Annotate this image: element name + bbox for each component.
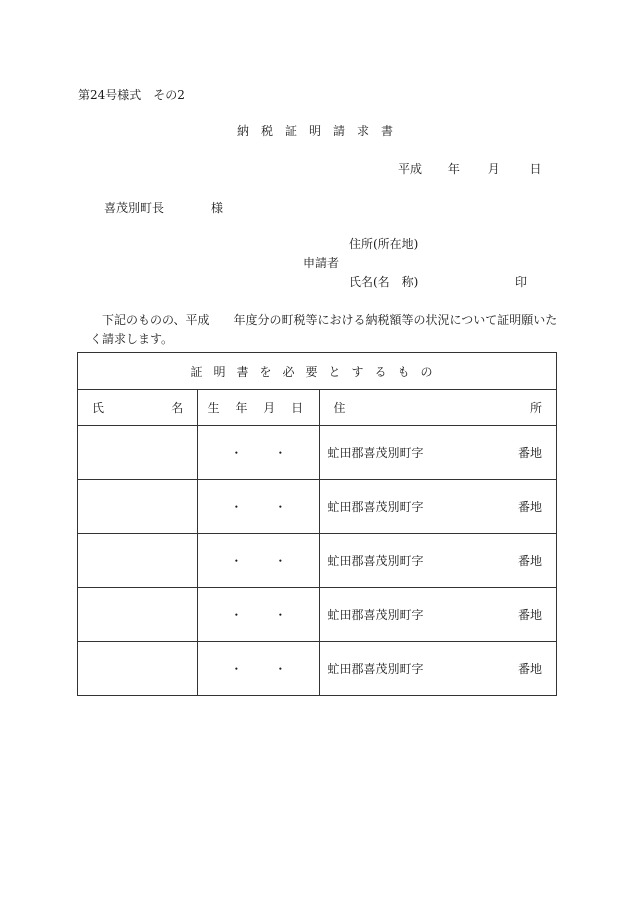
header-dob: 生 年 月 日 — [198, 390, 319, 426]
address-suffix: 番地 — [517, 554, 542, 568]
dob-separator: ・ — [274, 608, 287, 622]
dob-cell[interactable] — [198, 642, 319, 696]
header-address — [319, 390, 557, 426]
dob-separator: ・ — [230, 446, 243, 460]
address-cell[interactable] — [319, 588, 557, 642]
address-prefix: 虻田郡喜茂別町字 — [327, 554, 424, 568]
name-cell[interactable] — [78, 426, 198, 480]
address-suffix: 番地 — [517, 608, 542, 622]
dob-separator: ・ — [274, 446, 287, 460]
address-cell[interactable] — [319, 534, 557, 588]
address-cell[interactable] — [319, 480, 557, 534]
table-row — [78, 534, 557, 588]
table-caption: 証明書を必要とするもの — [78, 353, 557, 390]
dob-separator: ・ — [230, 608, 243, 622]
date-era: 平成 — [398, 162, 423, 176]
dob-separator: ・ — [274, 500, 287, 514]
header-name-1: 氏 — [92, 401, 105, 415]
dob-cell[interactable] — [198, 534, 319, 588]
date-month: 月 — [487, 162, 500, 176]
dob-cell[interactable] — [198, 588, 319, 642]
applicant-name-label: 氏名(名 称) — [349, 275, 419, 289]
document-title: 納税証明請求書 — [237, 124, 406, 138]
address-cell[interactable] — [319, 426, 557, 480]
name-cell[interactable] — [78, 480, 198, 534]
name-cell[interactable] — [78, 534, 198, 588]
name-cell[interactable] — [78, 588, 198, 642]
date-day: 日 — [529, 162, 542, 176]
dob-separator: ・ — [230, 500, 243, 514]
form-number: 第24号様式 その2 — [78, 88, 185, 102]
name-cell[interactable] — [78, 642, 198, 696]
table-row — [78, 642, 557, 696]
header-address-2: 所 — [529, 401, 542, 415]
dob-separator: ・ — [230, 662, 243, 676]
applicant-label: 申請者 — [303, 256, 340, 270]
address-prefix: 虻田郡喜茂別町字 — [327, 500, 424, 514]
applicant-address-label: 住所(所在地) — [349, 237, 419, 251]
header-name — [78, 390, 198, 426]
address-cell[interactable] — [319, 642, 557, 696]
address-suffix: 番地 — [517, 500, 542, 514]
address-prefix: 虻田郡喜茂別町字 — [327, 608, 424, 622]
header-name-2: 名 — [171, 401, 184, 415]
header-address-1: 住 — [333, 401, 346, 415]
address-prefix: 虻田郡喜茂別町字 — [327, 446, 424, 460]
addressee — [104, 199, 223, 216]
dob-separator: ・ — [230, 554, 243, 568]
table-row — [78, 480, 557, 534]
table-row — [78, 426, 557, 480]
dob-separator: ・ — [274, 554, 287, 568]
date-line — [398, 160, 542, 177]
address-prefix: 虻田郡喜茂別町字 — [327, 662, 424, 676]
applicant-seal: 印 — [515, 275, 528, 289]
request-sentence: 下記のものの、平成 年度分の町税等における納税額等の状況について証明願いたく請求します。 — [90, 313, 558, 346]
request-text — [90, 311, 560, 349]
addressee-name: 喜茂別町長 — [104, 201, 165, 215]
table-row — [78, 588, 557, 642]
dob-separator: ・ — [274, 662, 287, 676]
address-suffix: 番地 — [517, 446, 542, 460]
addressee-honorific: 様 — [211, 201, 224, 215]
dob-cell[interactable] — [198, 480, 319, 534]
address-suffix: 番地 — [517, 662, 542, 676]
dob-cell[interactable] — [198, 426, 319, 480]
date-year: 年 — [447, 162, 460, 176]
certificate-table — [77, 352, 557, 696]
